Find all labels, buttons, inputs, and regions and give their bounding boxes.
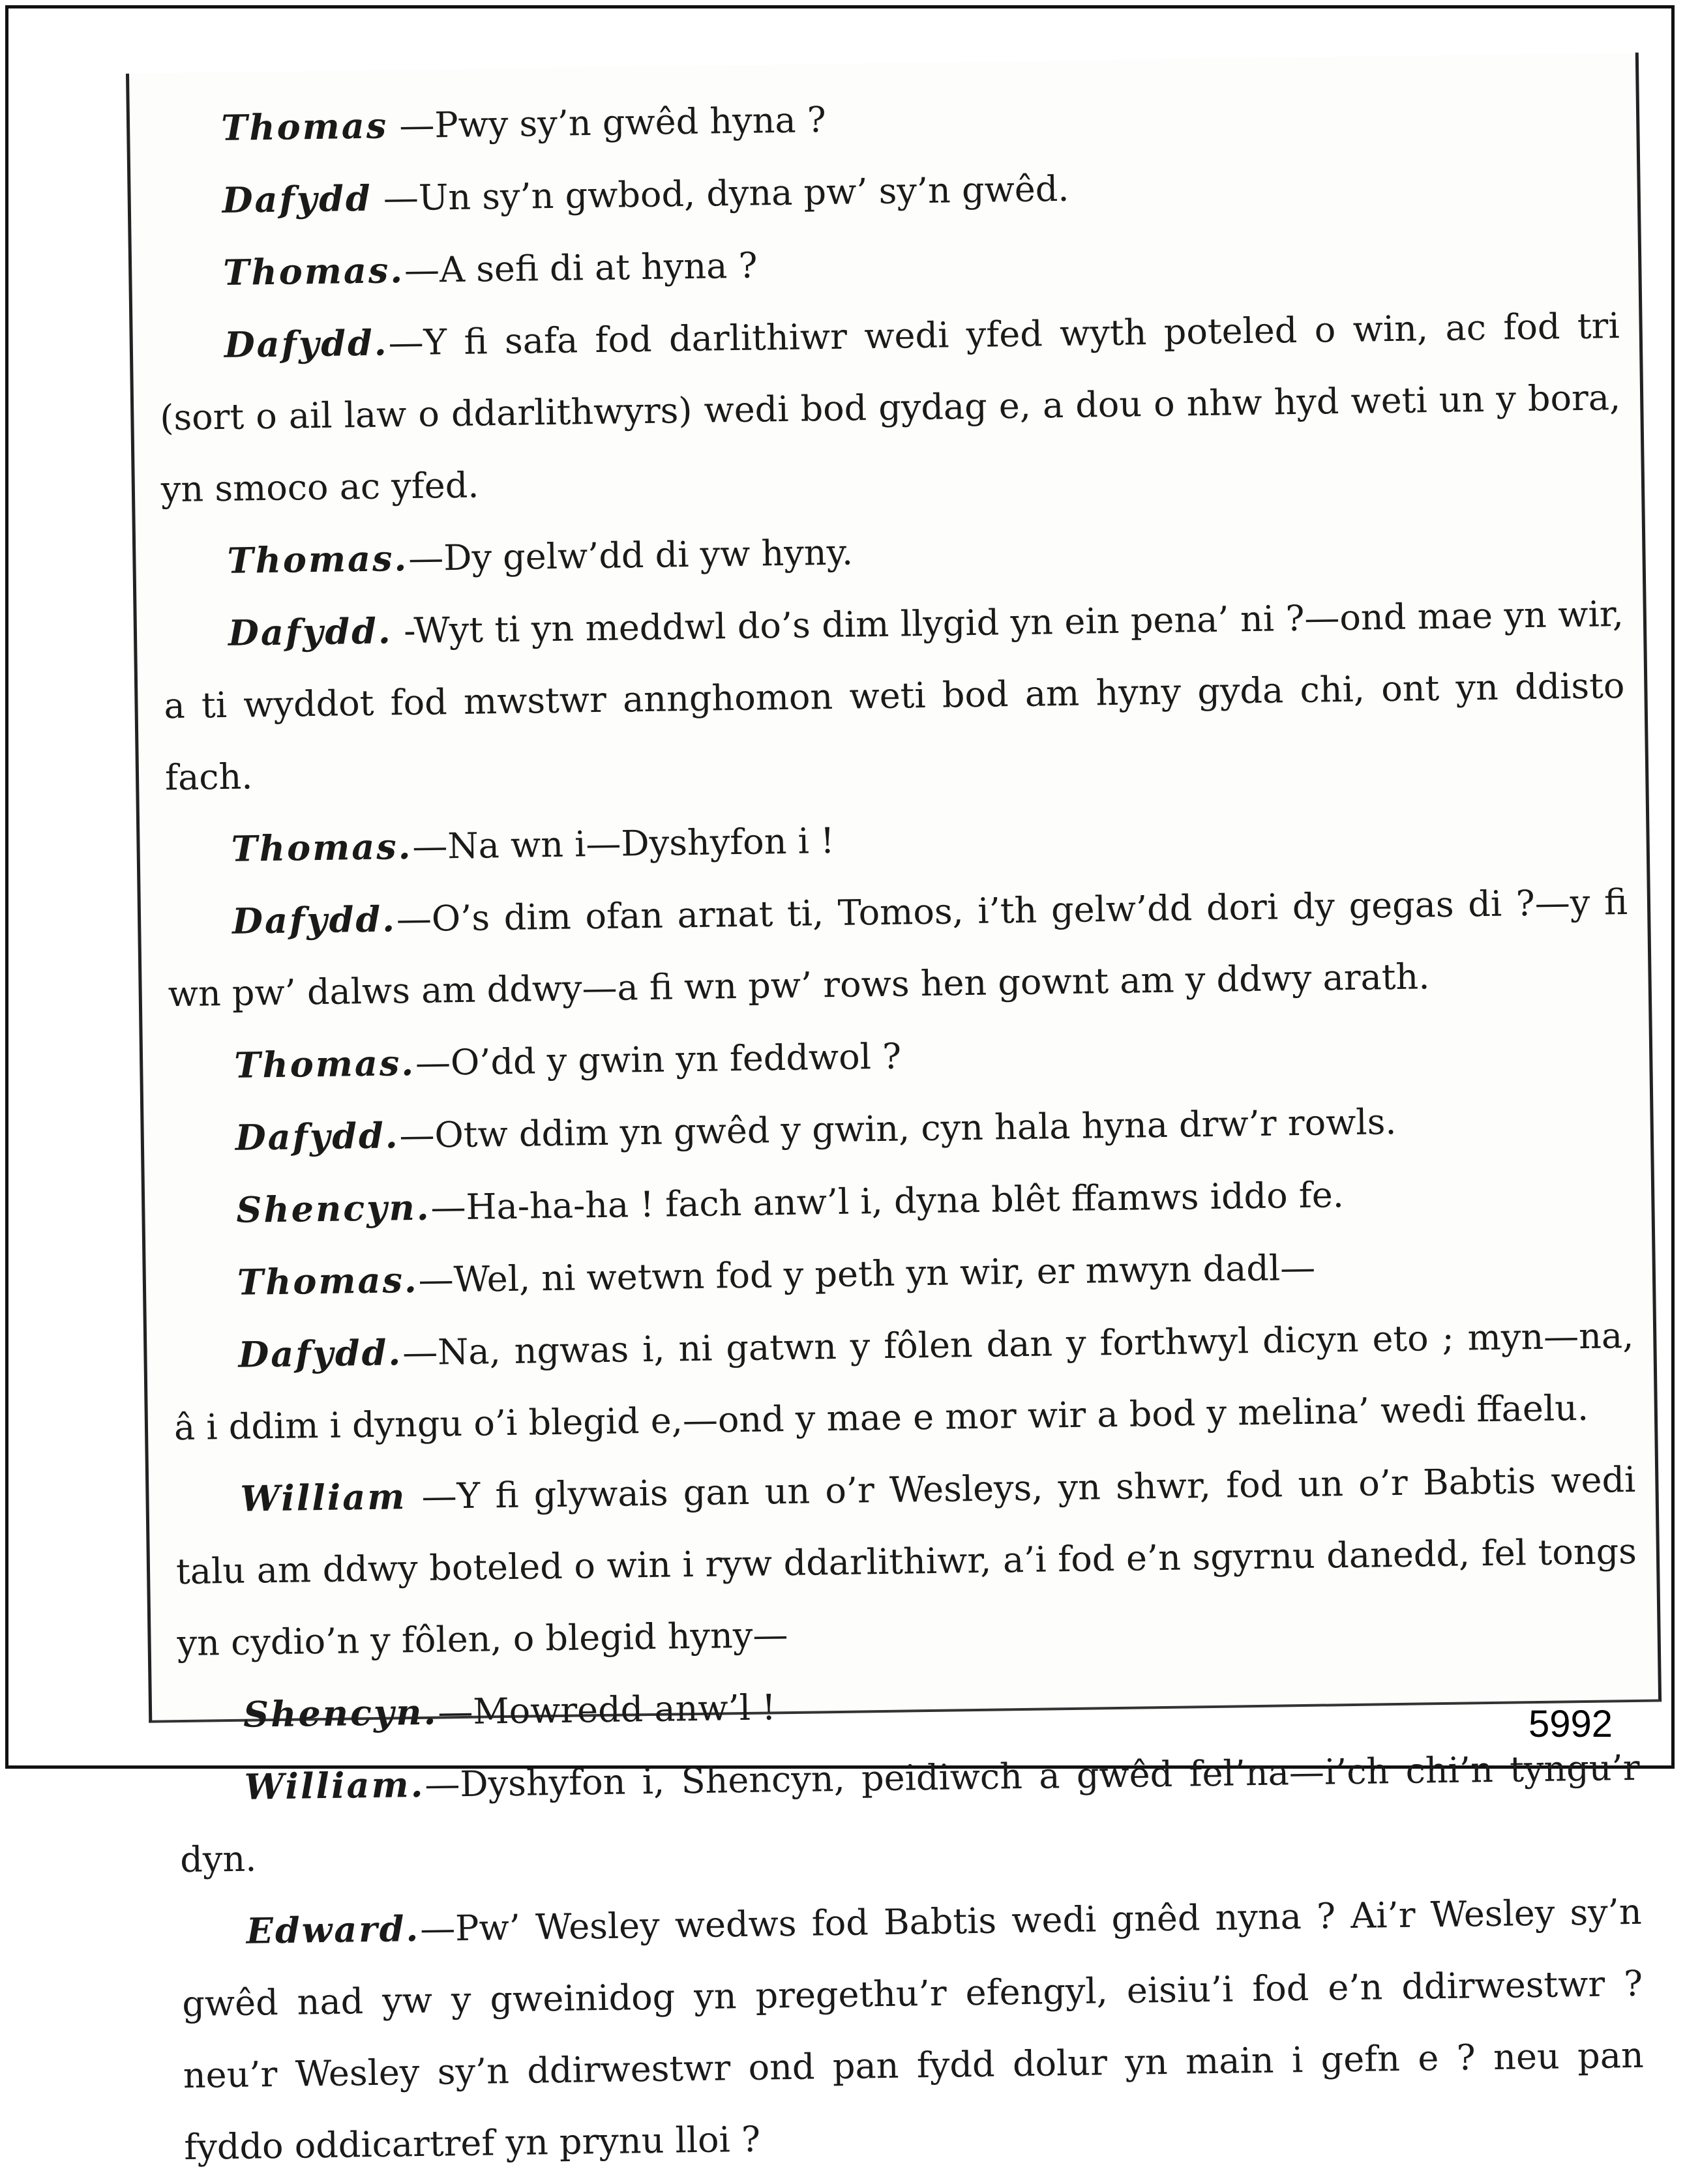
dialogue-line xyxy=(162,578,1626,814)
speaker-name: Dafydd. xyxy=(231,898,397,942)
speaker-name: Dafydd. xyxy=(224,321,389,366)
line-text: Y fi glywais gan un o’r Wesleys, yn shwr, fod un o’r Babtis wedi talu am ddwy boteled o win i ryw ddarlithiwr, a’i fod e’n sgyrnu danedd, fel tongs yn cydio’n y fôlen, o blegid hyny— xyxy=(175,1458,1637,1664)
dash: — xyxy=(388,321,424,364)
dash: — xyxy=(408,537,444,580)
speaker-name: Thomas. xyxy=(226,537,409,582)
speaker-name: Thomas xyxy=(220,104,389,149)
line-text: Un sy’n gwbod, dyna pw’ sy’n gwêd. xyxy=(418,168,1069,218)
dialogue-line xyxy=(166,866,1629,1030)
speaker-name: Thomas. xyxy=(222,249,405,293)
dash: — xyxy=(402,1331,438,1374)
line-text: Dyshyfon i, Shencyn, peidiwch a gwêd fel’na—i’ch chi’n tyngu’r dyn. xyxy=(179,1747,1640,1881)
dash: — xyxy=(406,1475,458,1518)
page-number: 5992 xyxy=(1528,1703,1613,1745)
line-text: O’dd y gwin yn feddwol ? xyxy=(450,1035,902,1084)
line-text: Mowredd anw’l ! xyxy=(472,1687,777,1732)
dash: — xyxy=(396,898,432,940)
line-text: Na wn i—Dyshyfon i ! xyxy=(447,819,835,867)
dash: — xyxy=(418,1259,455,1301)
speaker-name: Dafydd. xyxy=(228,610,393,654)
dash: — xyxy=(411,825,448,867)
speaker-name: Dafydd. xyxy=(238,1331,403,1376)
speaker-name: William xyxy=(240,1475,407,1520)
line-text: O’s dim ofan arnat ti, Tomos, i’th gelw’dd dori dy gegas di ?—y fi wn pw’ dalws am ddwy—a fi wn pw’ rows hen gownt am y ddwy arath. xyxy=(168,881,1628,1015)
speaker-name: Thomas. xyxy=(237,1258,419,1303)
speaker-name: Thomas. xyxy=(231,825,413,870)
dash: — xyxy=(430,1186,466,1228)
speaker-name: William. xyxy=(244,1763,425,1808)
dash: — xyxy=(437,1690,473,1733)
speaker-name: Shencyn. xyxy=(243,1690,438,1735)
speaker-name: Thomas. xyxy=(233,1041,416,1086)
dialogue-line xyxy=(173,1299,1635,1464)
dialogue-line xyxy=(181,1876,1645,2183)
speaker-name: Shencyn. xyxy=(235,1186,431,1231)
line-text: Dy gelw’dd di yw hyny. xyxy=(443,531,854,579)
line-text: Ha-ha-ha ! fach anw’l i, dyna blêt ffamws iddo fe. xyxy=(466,1174,1345,1228)
dialogue-article xyxy=(155,72,1645,2183)
dash: — xyxy=(424,1763,460,1805)
speaker-name: Edward. xyxy=(246,1907,421,1952)
line-text: Otw ddim yn gwêd y gwin, cyn hala hyna drw’r rowls. xyxy=(434,1100,1397,1156)
line-text: Pw’ Wesley wedws fod Babtis wedi gnêd nyna ? Ai’r Wesley sy’n gwêd nad yw y gweinidog yn pregethu’r efengyl, eisiu’i fod e’n ddirwestwr ? neu’r Wesley sy’n ddirwestwr ond pan fydd dolur yn main i gefn e ? neu pan fyddo oddicartref yn prynu lloi ? xyxy=(181,1891,1645,2168)
line-text: Wyt ti yn meddwl do’s dim llygid yn ein pena’ ni ?—ond mae yn wir, a ti wyddot fod mwstwr annghomon weti bod am hyny gyda chi, ont yn ddisto fach. xyxy=(164,593,1625,799)
dash: — xyxy=(399,1114,435,1157)
scan-border xyxy=(5,5,1675,2168)
dash: — xyxy=(404,249,440,291)
line-text: Na, ngwas i, ni gatwn y fôlen dan y forthwyl dicyn eto ; myn—na, â i ddim i dyngu o’i blegid e,—ond y mae e mor wir a bod y melina’ wedi ffaelu. xyxy=(173,1314,1634,1449)
speaker-name: Dafydd. xyxy=(235,1114,400,1158)
dash: — xyxy=(372,177,419,219)
line-text: A sefi di at hyna ? xyxy=(439,244,758,291)
line-text: Wel, ni wetwn fod y peth yn wir, er mwyn dadl— xyxy=(453,1247,1316,1301)
dash: - xyxy=(392,610,414,652)
dialogue-line xyxy=(175,1443,1638,1679)
dash: — xyxy=(419,1908,456,1949)
dialogue-line xyxy=(158,289,1622,525)
speaker-name: Dafydd xyxy=(222,177,373,221)
line-text: Y fi safa fod darlithiwr wedi yfed wyth poteled o win, ac fod tri (sort o ail law o ddarlithwyrs) wedi bod gydag e, a dou o nhw hyd weti un y bora, yn smoco ac yfed. xyxy=(159,305,1621,510)
dialogue-line xyxy=(179,1732,1641,1896)
line-text: Pwy sy’n gwêd hyna ? xyxy=(434,99,827,146)
dash: — xyxy=(387,104,435,147)
dash: — xyxy=(415,1042,451,1084)
